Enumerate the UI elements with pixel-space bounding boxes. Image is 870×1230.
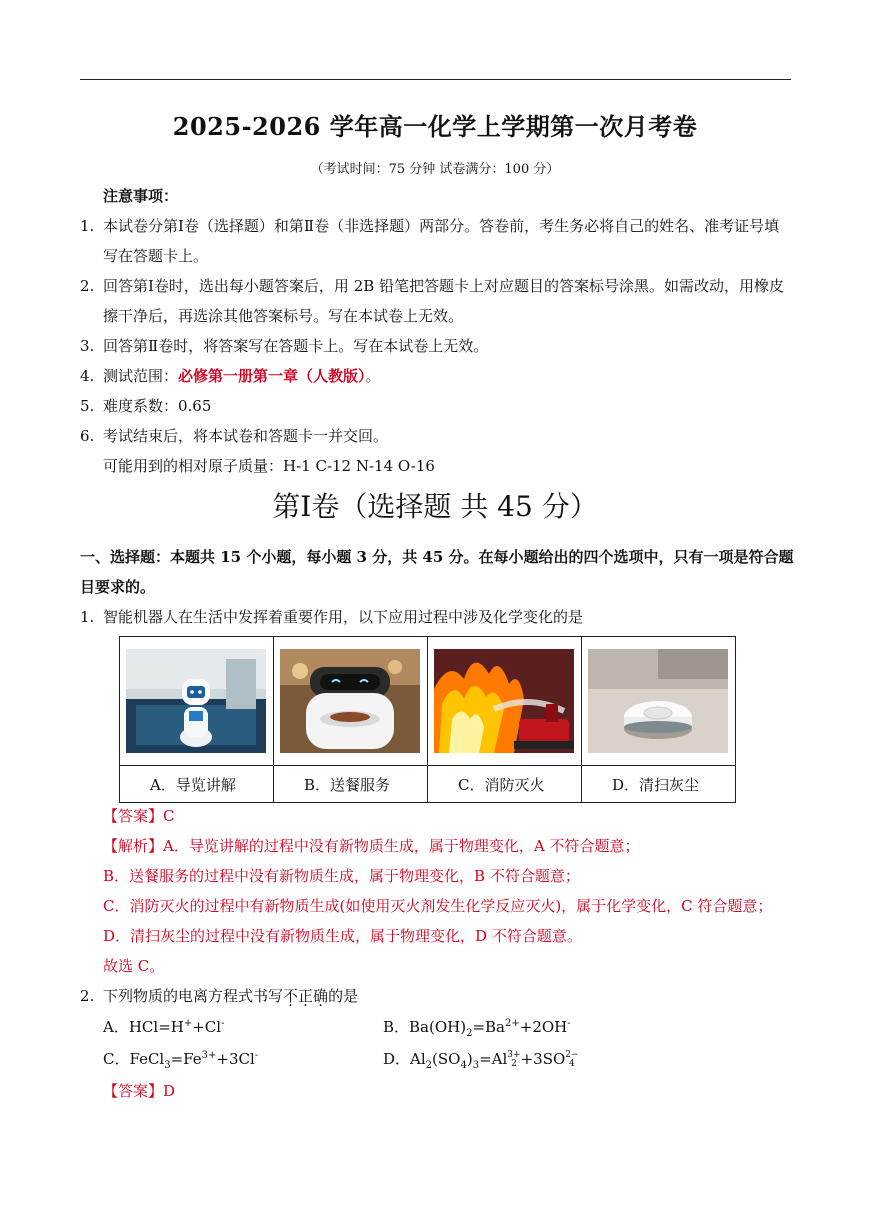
q2-answer: 【答案】D — [103, 1082, 176, 1100]
q1-num: 1. — [80, 608, 95, 626]
q2-option-d: D．$Al_2(SO_4)_3=Al3+$ 2 +3SO2− 4 — [383, 1050, 579, 1071]
section-1-intro-line-2: 目要求的。 — [80, 578, 156, 596]
exam-title: 2025-2026 学年高一化学上学期第一次月考卷 — [172, 112, 698, 141]
note-6-line-1: 考试结束后，将本试卷和答题卡一并交回。 — [103, 427, 389, 445]
q2-stem-post: 的是 — [328, 987, 359, 1005]
q2-stem-pre: 下列物质的电离方程式书写 — [103, 987, 284, 1005]
q1-conclusion: 故选 C。 — [103, 957, 165, 975]
section-1-intro-line-1: 一、选择题：本题共 15 个小题，每小题 3 分，共 45 分。在每小题给出的四个选项中，只有一项是符合题 — [80, 548, 794, 566]
q1-option-d-image-cell — [582, 637, 736, 766]
atomic-mass-line: 可能用到的相对原子质量：H-1 C-12 N-14 O-16 — [103, 457, 435, 475]
note-2-line-1: 回答第Ⅰ卷时，选出每小题答案后，用 2B 铅笔把答题卡上对应题目的答案标号涂黑。如需改动，用橡皮 — [103, 277, 785, 295]
note-2-num: 2. — [80, 277, 95, 295]
notes-heading: 注意事项： — [103, 187, 179, 205]
q1-option-d: D．清扫灰尘 — [582, 766, 736, 803]
note-3-num: 3. — [80, 337, 95, 355]
note-5-num: 5. — [80, 397, 95, 415]
q1-option-c: C．消防灭火 — [428, 766, 582, 803]
note-2-line-2: 擦干净后，再选涂其他答案标号。写在本试卷上无效。 — [103, 307, 464, 325]
vacuum-robot-image — [588, 649, 728, 753]
note-3-line-1: 回答第Ⅱ卷时，将答案写在答题卡上。写在本试卷上无效。 — [103, 337, 489, 355]
q2-stem-emphasis: 不正确 — [283, 987, 329, 1005]
q1-analysis-b: B．送餐服务的过程中没有新物质生成，属于物理变化，B 不符合题意； — [103, 867, 580, 885]
firefighting-robot-image — [434, 649, 574, 753]
q1-option-b: B．送餐服务 — [274, 766, 428, 803]
section-1-title: 第Ⅰ卷（选择题 共 45 分） — [272, 490, 598, 523]
q2-option-c: C．$FeCl_3=Fe^{3+}+3Cl^-$ — [103, 1050, 259, 1071]
note-1-line-2: 写在答题卡上。 — [103, 247, 209, 265]
q2-num: 2. — [80, 987, 95, 1005]
q1-analysis-line-1 — [103, 836, 639, 856]
note-4-suffix: 。 — [365, 367, 381, 385]
q1-analysis-c: C．消防灭火的过程中有新物质生成(如使用灭火剂发生化学反应灭火)，属于化学变化，C 符合题意； — [103, 897, 773, 915]
q1-analysis-d: D．清扫灰尘的过程中没有新物质生成，属于物理变化，D 不符合题意。 — [103, 927, 582, 945]
delivery-robot-image — [280, 649, 420, 753]
q1-analysis-a: A．导览讲解的过程中没有新物质生成，属于物理变化，A 不符合题意； — [163, 837, 640, 855]
note-1-num: 1. — [80, 217, 95, 235]
q1-analysis-label: 【解析】 — [103, 837, 164, 855]
q1-options-table — [119, 636, 736, 803]
note-5-line-1: 难度系数：0.65 — [103, 397, 212, 415]
note-6-num: 6. — [80, 427, 95, 445]
test-scope-highlight: 必修第一册第一章（人教版） — [178, 367, 366, 385]
top-rule — [80, 79, 791, 80]
q2-stem — [103, 986, 358, 1006]
note-4-prefix: 测试范围： — [103, 367, 179, 385]
note-4-num: 4. — [80, 367, 95, 385]
q1-answer: 【答案】C — [103, 807, 175, 825]
note-4-line — [103, 366, 381, 386]
q2-option-b: B．$Ba(OH)_2=Ba^{2+}+2OH^-$ — [383, 1018, 571, 1039]
q2-option-a: A．HCl=H++Cl- — [103, 1018, 225, 1036]
q1-option-c-image-cell — [428, 637, 582, 766]
exam-subtitle: （考试时间：75 分钟 试卷满分：100 分） — [310, 162, 560, 177]
note-1-line-1: 本试卷分第Ⅰ卷（选择题）和第Ⅱ卷（非选择题）两部分。答卷前，考生务必将自己的姓名、准考证号填 — [103, 217, 780, 235]
q1-stem: 智能机器人在生活中发挥着重要作用，以下应用过程中涉及化学变化的是 — [103, 608, 584, 626]
guide-robot-image — [126, 649, 266, 753]
q1-option-a: A．导览讲解 — [120, 766, 274, 803]
q1-option-b-image-cell — [274, 637, 428, 766]
q1-option-a-image-cell — [120, 637, 274, 766]
